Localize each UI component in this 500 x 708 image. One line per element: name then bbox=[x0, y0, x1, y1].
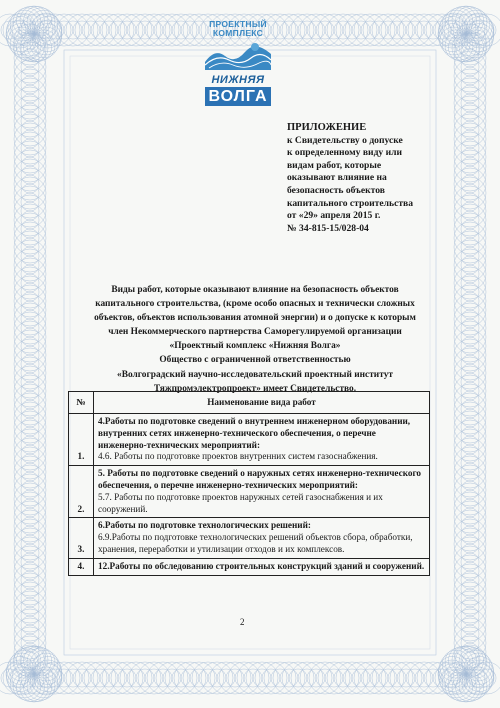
appendix-line: капитального строительства bbox=[287, 197, 414, 209]
appendix-line: безопасность объектов bbox=[287, 184, 385, 196]
appendix-date: от «29» апреля 2015 г. bbox=[287, 210, 381, 222]
appendix-number: № 34-815-15/028-04 bbox=[287, 222, 369, 234]
work-types-table bbox=[68, 391, 430, 576]
appendix-line: к Свидетельству о допуске bbox=[287, 134, 403, 146]
intro-paragraph bbox=[60, 283, 450, 396]
intro-line: «Волгоградский научно-исследовательский проектный институт bbox=[117, 369, 393, 380]
table-row bbox=[69, 518, 430, 558]
logo-wave-icon bbox=[205, 40, 271, 70]
intro-line: Виды работ, которые оказывают влияние на безопасность объектов bbox=[111, 285, 399, 295]
table-row bbox=[69, 466, 430, 518]
logo-line-2: КОМПЛЕКС bbox=[212, 28, 264, 38]
appendix-line: к определенному виду или bbox=[287, 147, 403, 159]
intro-line: член Некоммерческого партнерства Саморегулируемой организации bbox=[108, 327, 402, 338]
work-category: 4.Работы по подготовке сведений о внутреннем инженерном оборудовании, внутренних сетях инженерно-технического обеспечения, о перечне инженерно-технических мероприятий: bbox=[98, 416, 411, 450]
row-number: 4. bbox=[69, 558, 94, 575]
logo-line-4: ВОЛГА bbox=[205, 87, 271, 106]
intro-line: «Проектный комплекс «Нижняя Волга» bbox=[169, 341, 341, 352]
work-category: 6.Работы по подготовке технологических решений: bbox=[98, 520, 311, 531]
logo-line-1: ПРОЕКТНЫЙ bbox=[209, 19, 267, 29]
work-item: 5.7. Работы по подготовке проектов наружных сетей газоснабжения и их сооружений. bbox=[98, 491, 383, 514]
work-item: 4.6. Работы по подготовке проектов внутренних систем газоснабжения. bbox=[98, 451, 378, 462]
column-header-name: Наименование вида работ bbox=[94, 392, 430, 414]
row-number: 2. bbox=[69, 466, 94, 518]
work-item: 6.9.Работы по подготовке технологических решений объектов сбора, обработки, хранения, переработки и утилизации отходов и их комплексов. bbox=[98, 532, 413, 554]
row-content bbox=[94, 414, 430, 466]
intro-line: объектов, объектов использования атомной энергии) и о допуске к которым bbox=[94, 313, 416, 324]
row-content bbox=[94, 518, 430, 558]
work-category: 5. Работы по подготовке сведений о наружных сетях инженерно-технического обеспечения, о перечне инженерно-технических мероприятий: bbox=[98, 468, 421, 490]
appendix-line: видам работ, которые bbox=[287, 159, 382, 171]
row-number: 1. bbox=[69, 414, 94, 466]
logo-line-3: НИЖНЯЯ bbox=[211, 74, 265, 86]
table-row bbox=[69, 414, 430, 466]
column-header-number: № bbox=[69, 392, 94, 414]
row-content bbox=[94, 558, 430, 575]
table-row bbox=[69, 558, 430, 575]
row-content bbox=[94, 466, 430, 518]
page-number: 2 bbox=[240, 617, 245, 627]
work-category: 12.Работы по обследованию строительных конструкций зданий и сооружений. bbox=[98, 560, 425, 571]
appendix-title: ПРИЛОЖЕНИЕ bbox=[287, 122, 367, 133]
table-header-row bbox=[69, 392, 430, 414]
row-number: 3. bbox=[69, 518, 94, 558]
intro-line: капитального строительства, (кроме особо опасных и технически сложных bbox=[95, 299, 415, 310]
appendix-header bbox=[287, 122, 435, 235]
intro-line: Тяжпромэлектропроект» имеет Свидетельство. bbox=[153, 383, 357, 394]
company-logo bbox=[205, 20, 271, 106]
appendix-line: оказывают влияние на bbox=[287, 172, 387, 184]
intro-line: Общество с ограниченной ответственностью bbox=[159, 355, 351, 366]
